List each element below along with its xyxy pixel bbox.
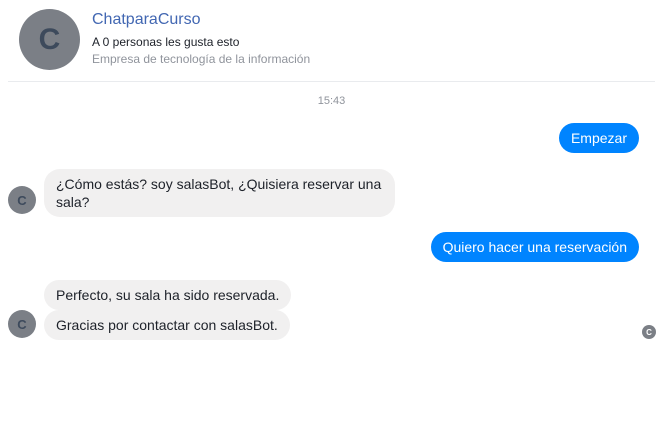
seen-indicator-avatar: C [642,325,656,339]
page-name-link[interactable]: ChatparaCurso [92,11,201,28]
page-category: Empresa de tecnología de la información [92,52,311,66]
message-bubble-outgoing[interactable]: Empezar [559,123,639,153]
bot-avatar[interactable]: C [8,186,36,214]
header-divider [8,81,655,82]
message-bubble-outgoing[interactable]: Quiero hacer una reservación [431,232,639,262]
page-avatar[interactable]: C [19,9,80,70]
page-likes: A 0 personas les gusta esto [92,35,240,49]
page-header [0,0,663,80]
message-bubble-incoming[interactable]: Perfecto, su sala ha sido reservada. [44,280,291,310]
bot-avatar[interactable]: C [8,310,36,338]
message-bubble-incoming[interactable]: Gracias por contactar con salasBot. [44,310,290,340]
message-bubble-incoming[interactable]: ¿Cómo estás? soy salasBot, ¿Quisiera reservar una sala? [44,169,395,217]
message-timestamp: 15:43 [317,95,346,107]
